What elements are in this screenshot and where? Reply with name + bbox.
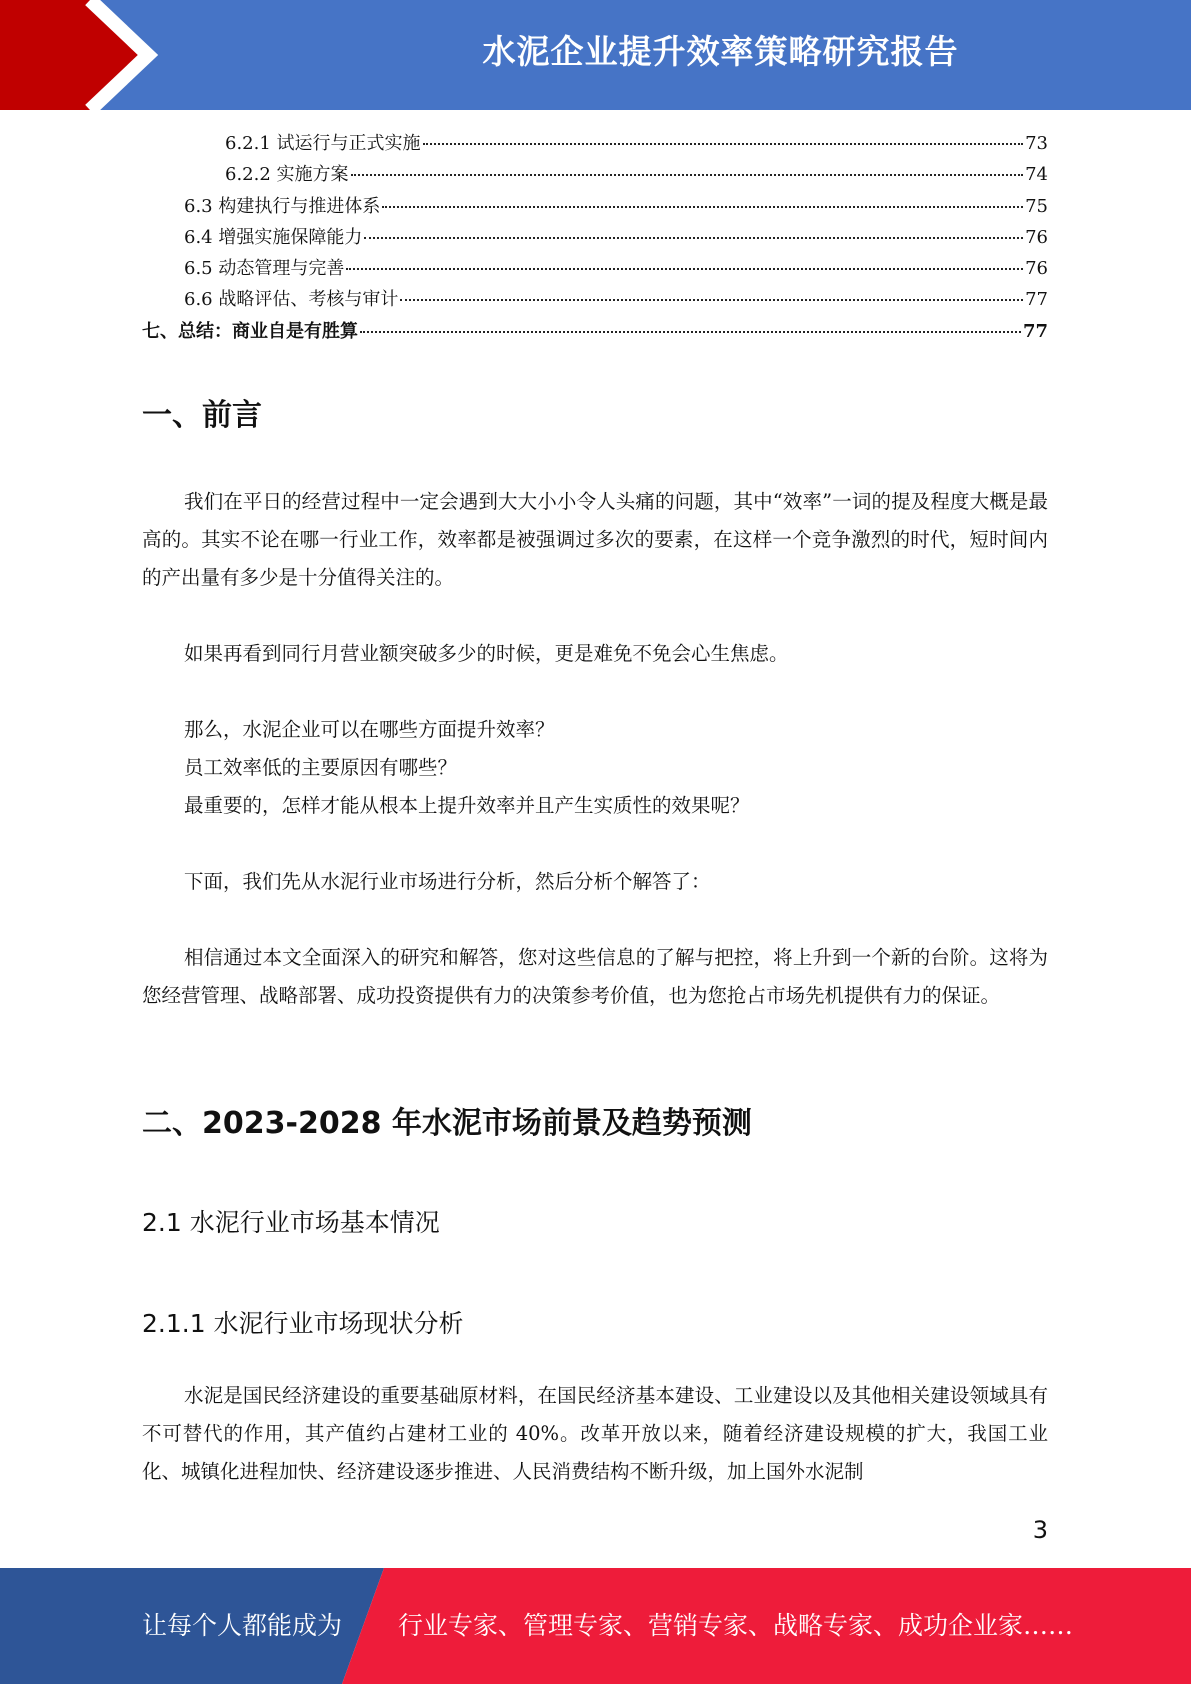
header-arrow-decoration [0,0,260,110]
section-heading-preface: 一、前言 [142,398,262,433]
toc-entry[interactable] [142,284,1048,315]
toc-leader-dots [346,268,1023,270]
toc-leader-dots [360,331,1021,333]
report-title: 水泥企业提升效率策略研究报告 [482,32,959,71]
table-of-contents [142,128,1048,347]
question-line: 那么，水泥企业可以在哪些方面提升效率？ [184,718,555,741]
toc-entry-page: 77 [1022,320,1048,342]
toc-entry-label: 6.6 战略评估、考核与审计 [184,289,399,311]
body-paragraph: 下面，我们先从水泥行业市场进行分析，然后分析个解答了： [184,870,711,893]
body-paragraph: 水泥是国民经济建设的重要基础原材料，在国民经济基本建设、工业建设以及其他相关建设领域具有不可替代的作用，其产值约占建材工业的 40%。改革开放以来，随着经济建设规模的扩大，我国工业化、城镇化进程加快、经济建设逐步推进、人民消费结构不断升级，加上国外水泥制 [142,1384,1048,1483]
page-header [0,0,1191,110]
toc-entry-label: 6.2.1 试运行与正式实施 [225,133,421,154]
page-number: 3 [1032,1516,1048,1544]
toc-leader-dots [423,143,1024,145]
toc-entry-page: 76 [1025,258,1048,280]
toc-leader-dots [351,174,1024,176]
toc-entry[interactable] [142,253,1048,284]
toc-entry[interactable] [142,222,1048,253]
toc-entry-label: 6.3 构建执行与推进体系 [184,195,381,217]
footer-slogan-left: 让每个人都能成为 [142,1611,343,1640]
toc-entry-label: 6.4 增强实施保障能力 [184,226,363,248]
section-heading-forecast: 二、2023-2028 年水泥市场前景及趋势预测 [142,1106,752,1141]
toc-entry-page: 74 [1025,164,1048,186]
body-paragraph: 我们在平日的经营过程中一定会遇到大大小小令人头痛的问题，其中“效率”一词的提及程度大概是最高的。其实不论在哪一行业工作，效率都是被强调过多次的要素，在这样一个竞争激烈的时代，短时间内的产出量有多少是十分值得关注的。 [142,490,1048,589]
toc-leader-dots [382,206,1023,208]
toc-entry[interactable] [142,191,1048,222]
toc-entry-page: 75 [1025,195,1048,217]
toc-entry-page: 73 [1025,133,1048,154]
subsection-heading: 2.1 水泥行业市场基本情况 [142,1208,440,1237]
question-line: 员工效率低的主要原因有哪些？ [184,756,458,779]
page-footer [0,1568,1191,1684]
toc-entry[interactable] [142,159,1048,190]
toc-entry[interactable] [142,316,1048,347]
subsection-heading: 2.1.1 水泥行业市场现状分析 [142,1309,464,1338]
body-paragraph: 如果再看到同行月营业额突破多少的时候，更是难免不免会心生焦虑。 [184,642,789,665]
toc-leader-dots [400,299,1023,301]
toc-entry-page: 76 [1025,226,1048,248]
toc-entry-page: 77 [1025,289,1048,311]
body-paragraph: 相信通过本文全面深入的研究和解答，您对这些信息的了解与把控，将上升到一个新的台阶。这将为您经营管理、战略部署、成功投资提供有力的决策参考价值，也为您抢占市场先机提供有力的保证。 [142,946,1048,1007]
toc-leader-dots [364,237,1023,239]
toc-entry-label: 6.2.2 实施方案 [225,164,349,186]
toc-entry[interactable] [142,128,1048,159]
question-line: 最重要的，怎样才能从根本上提升效率并且产生实质性的效果呢？ [184,794,750,817]
footer-slogan-right: 行业专家、管理专家、营销专家、战略专家、成功企业家…… [398,1611,1074,1640]
toc-entry-label: 6.5 动态管理与完善 [184,258,345,280]
toc-entry-label: 七、总结：商业自是有胜算 [142,320,358,342]
